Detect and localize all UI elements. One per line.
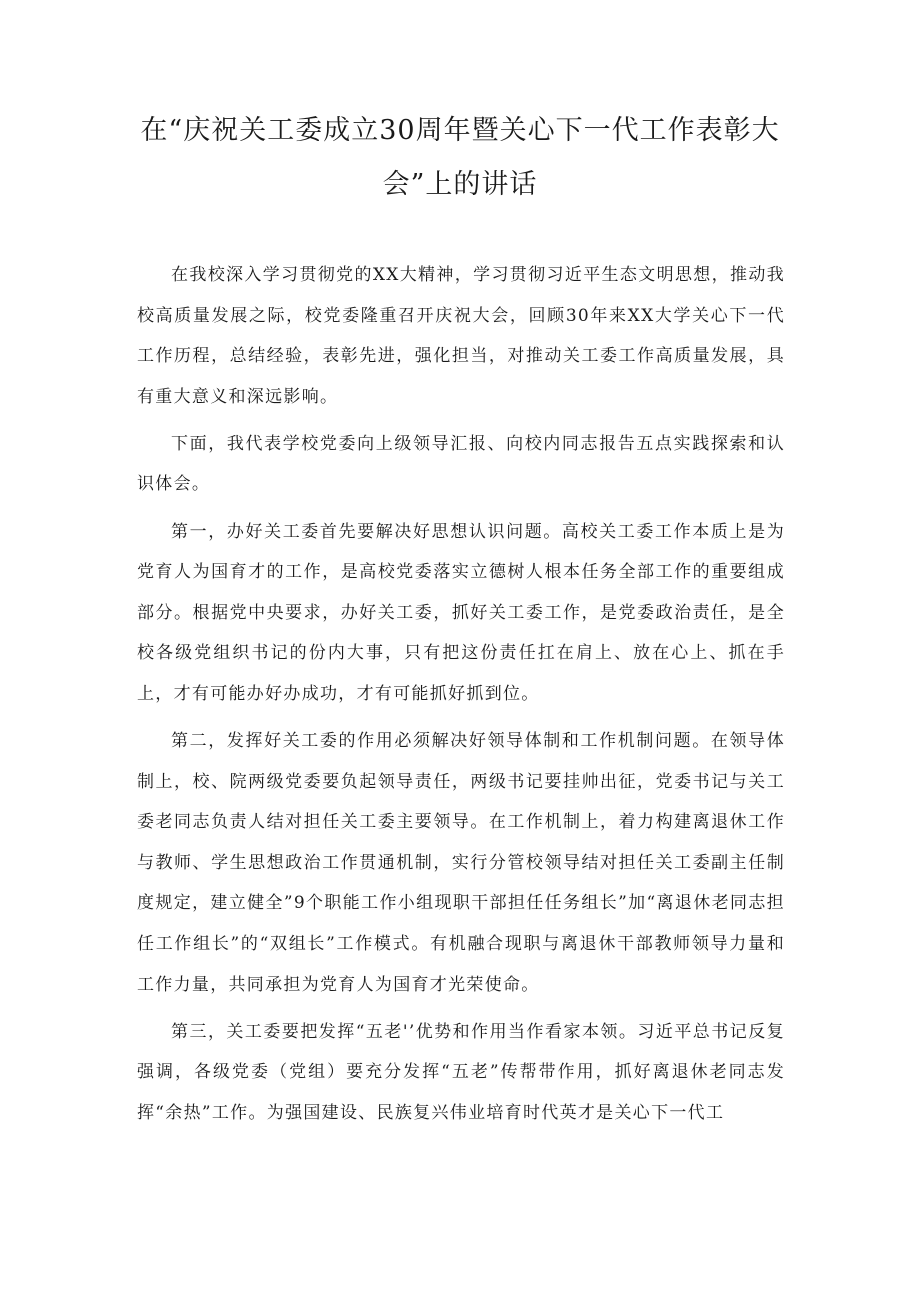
paragraph-3: 第一，办好关工委首先要解决好思想认识问题。高校关工委工作本质上是为党育人为国育才的工作，是高校党委落实立德树人根本任务全部工作的重要组成部分。根据党中央要求，办好关工委，抓好关工委工作，是党委政治责任，是全校各级党组织书记的份内大事，只有把这份责任扛在肩上、放在心上、抓在手上，才有可能办好办成功，才有可能抓好抓到位。 (137, 521, 785, 704)
paragraph-4: 第二，发挥好关工委的作用必须解决好领导体制和工作机制问题。在领导体制上，校、院两级党委要负起领导责任，两级书记要挂帅出征，党委书记与关工委老同志负责人结对担任关工委主要领导。在工作机制上，着力构建离退休工作与教师、学生思想政治工作贯通机制，实行分管校领导结对担任关工委副主任制度规定，建立健全”9个职能工作小组现职干部担任任务组长”加“离退休老同志担任工作组长”的“双组长”工作模式。有机融合现职与离退休干部教师领导力量和工作力量，共同承担为党育人为国育才光荣使命。 (137, 731, 785, 995)
paragraph-5: 第三，关工委要把发挥“五老'’优势和作用当作看家本领。习近平总书记反复强调，各级党委（党组）要充分发挥“五老”传帮带作用，抓好离退休老同志发挥“余热”工作。为强国建设、民族复兴伟业培育时代英才是关心下一代工 (137, 1021, 785, 1123)
paragraph-2: 下面，我代表学校党委向上级领导汇报、向校内同志报告五点实践探索和认识体会。 (137, 433, 785, 495)
document-body (137, 255, 785, 1140)
document-title: 在“庆祝关工委成立30周年暨关心下一代工作表彰大会”上的讲话 (140, 115, 780, 200)
paragraph-1: 在我校深入学习贯彻党的XX大精神，学习贯彻习近平生态文明思想，推动我校高质量发展之际，校党委隆重召开庆祝大会，回顾30年来XX大学关心下一代工作历程，总结经验，表彰先进，强化担当，对推动关工委工作高质量发展，具有重大意义和深远影响。 (137, 265, 785, 407)
